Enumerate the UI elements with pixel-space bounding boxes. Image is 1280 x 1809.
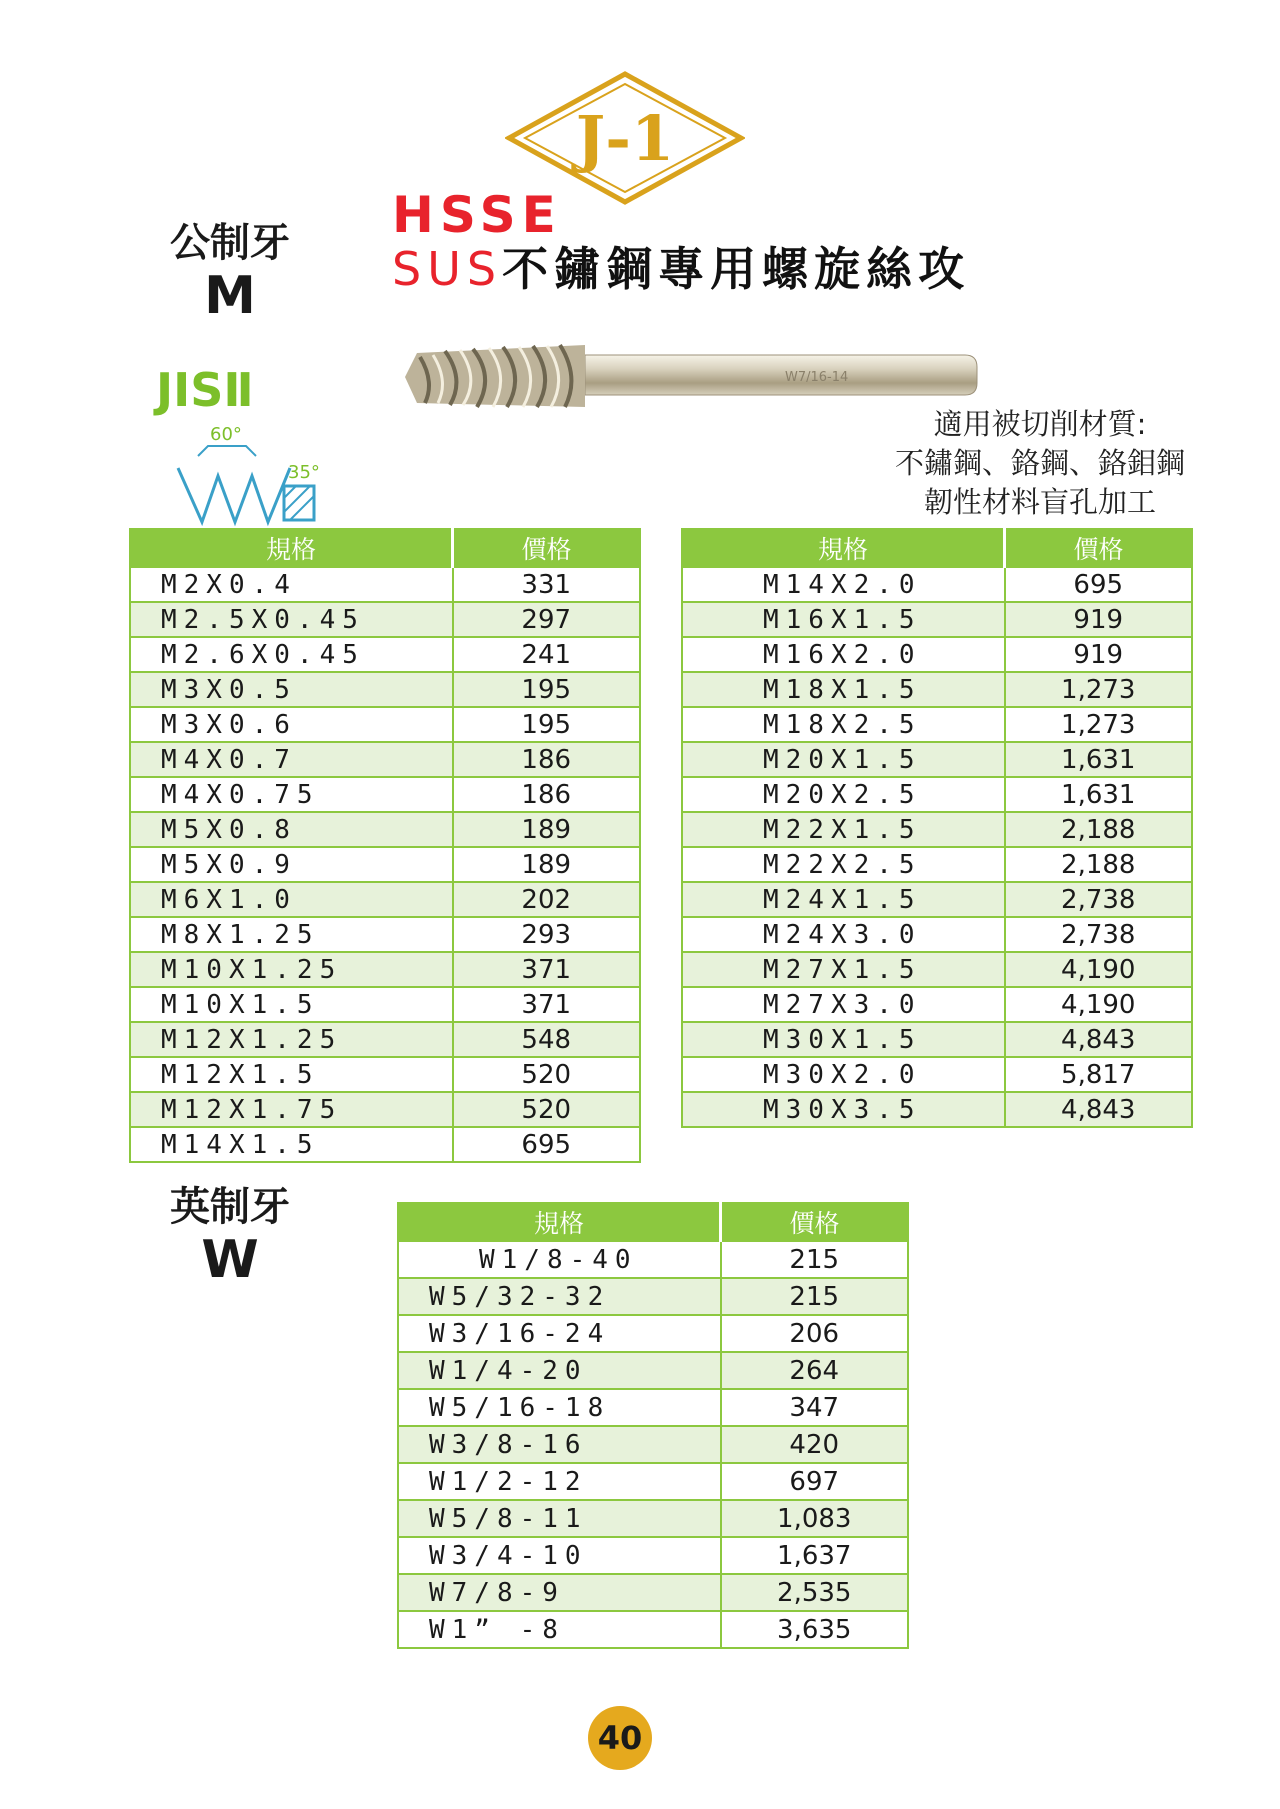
materials-line-1: 適用被切削材質: xyxy=(933,407,1147,441)
table-row xyxy=(130,1127,640,1162)
table-row xyxy=(398,1389,908,1426)
price-cell: 215 xyxy=(721,1241,909,1278)
price-cell: 4,843 xyxy=(1005,1092,1193,1127)
table-row xyxy=(130,812,640,847)
metric-thread-title: 公制牙 xyxy=(170,220,290,266)
spec-cell: M12X1.75 xyxy=(130,1092,453,1127)
spec-cell: M3X0.5 xyxy=(130,672,453,707)
metric-thread-letter: M xyxy=(204,266,256,326)
price-cell: 215 xyxy=(721,1278,909,1315)
spec-cell: W1/4-20 xyxy=(398,1352,721,1389)
applicable-materials xyxy=(860,405,1220,522)
table-row xyxy=(130,672,640,707)
price-cell: 347 xyxy=(721,1389,909,1426)
price-cell: 4,843 xyxy=(1005,1022,1193,1057)
spec-cell: W3/8-16 xyxy=(398,1426,721,1463)
thread-angle-diagram xyxy=(150,422,330,534)
angle-60-label: 60° xyxy=(210,424,242,445)
table-row xyxy=(682,742,1192,777)
price-cell: 1,273 xyxy=(1005,707,1193,742)
table-row xyxy=(682,812,1192,847)
spec-cell: M18X1.5 xyxy=(682,672,1005,707)
spec-cell: M22X1.5 xyxy=(682,812,1005,847)
spec-cell: M5X0.9 xyxy=(130,847,453,882)
price-cell: 241 xyxy=(453,637,641,672)
spec-cell: M2X0.4 xyxy=(130,567,453,602)
table-row xyxy=(130,707,640,742)
price-cell: 919 xyxy=(1005,602,1193,637)
table-row xyxy=(398,1537,908,1574)
table-row xyxy=(682,987,1192,1022)
spec-cell: M2.5X0.45 xyxy=(130,602,453,637)
price-cell: 2,738 xyxy=(1005,917,1193,952)
table-row xyxy=(398,1426,908,1463)
price-cell: 919 xyxy=(1005,637,1193,672)
spec-cell: M14X2.0 xyxy=(682,567,1005,602)
price-cell: 264 xyxy=(721,1352,909,1389)
table-row xyxy=(682,882,1192,917)
tap-engraving: W7/16-14 xyxy=(785,370,849,385)
spec-cell: W5/8-11 xyxy=(398,1500,721,1537)
price-cell: 2,188 xyxy=(1005,812,1193,847)
spec-header: 規格 xyxy=(130,529,453,567)
spec-cell: M30X1.5 xyxy=(682,1022,1005,1057)
spec-cell: M4X0.75 xyxy=(130,777,453,812)
spec-header: 規格 xyxy=(682,529,1005,567)
table-row xyxy=(398,1574,908,1611)
table-row xyxy=(130,917,640,952)
price-cell: 695 xyxy=(1005,567,1193,602)
metric-price-table-right xyxy=(681,528,1193,1128)
price-cell: 2,535 xyxy=(721,1574,909,1611)
table-row xyxy=(682,917,1192,952)
price-cell: 695 xyxy=(453,1127,641,1162)
metric-price-table-left xyxy=(129,528,641,1163)
price-cell: 5,817 xyxy=(1005,1057,1193,1092)
price-cell: 195 xyxy=(453,672,641,707)
spec-cell: M24X3.0 xyxy=(682,917,1005,952)
price-cell: 548 xyxy=(453,1022,641,1057)
table-row xyxy=(398,1315,908,1352)
spec-cell: W3/4-10 xyxy=(398,1537,721,1574)
table-row xyxy=(130,882,640,917)
table-row xyxy=(682,637,1192,672)
spec-header: 規格 xyxy=(398,1203,721,1241)
price-cell: 4,190 xyxy=(1005,952,1193,987)
page-number: 40 xyxy=(588,1706,652,1770)
spec-cell: M30X2.0 xyxy=(682,1057,1005,1092)
table-row xyxy=(130,777,640,812)
price-cell: 520 xyxy=(453,1057,641,1092)
price-cell: 202 xyxy=(453,882,641,917)
price-header: 價格 xyxy=(453,529,641,567)
spec-cell: M12X1.5 xyxy=(130,1057,453,1092)
price-cell: 1,631 xyxy=(1005,742,1193,777)
spec-cell: M27X1.5 xyxy=(682,952,1005,987)
price-cell: 371 xyxy=(453,952,641,987)
table-row xyxy=(398,1463,908,1500)
price-cell: 1,083 xyxy=(721,1500,909,1537)
table-row xyxy=(398,1611,908,1648)
table-row xyxy=(130,847,640,882)
spec-cell: M20X2.5 xyxy=(682,777,1005,812)
price-cell: 186 xyxy=(453,777,641,812)
price-cell: 331 xyxy=(453,567,641,602)
spec-cell: M12X1.25 xyxy=(130,1022,453,1057)
table-row xyxy=(398,1278,908,1315)
price-cell: 1,273 xyxy=(1005,672,1193,707)
spec-cell: M10X1.5 xyxy=(130,987,453,1022)
price-cell: 4,190 xyxy=(1005,987,1193,1022)
table-row xyxy=(398,1241,908,1278)
table-row xyxy=(682,707,1192,742)
price-cell: 189 xyxy=(453,812,641,847)
table-row xyxy=(398,1500,908,1537)
price-cell: 1,637 xyxy=(721,1537,909,1574)
materials-line-3: 韌性材料盲孔加工 xyxy=(923,485,1156,519)
spec-cell: M6X1.0 xyxy=(130,882,453,917)
table-row xyxy=(130,742,640,777)
table-row xyxy=(130,1092,640,1127)
price-cell: 293 xyxy=(453,917,641,952)
price-header: 價格 xyxy=(721,1203,909,1241)
table-row xyxy=(682,602,1192,637)
imperial-thread-title: 英制牙 xyxy=(170,1184,290,1230)
table-row xyxy=(682,847,1192,882)
spec-cell: W1” -8 xyxy=(398,1611,721,1648)
materials-line-2: 不鏽鋼、鉻鋼、鉻鉬鋼 xyxy=(894,446,1185,480)
table-row xyxy=(130,1057,640,1092)
table-row xyxy=(682,777,1192,812)
price-cell: 186 xyxy=(453,742,641,777)
table-row xyxy=(130,987,640,1022)
spec-cell: M10X1.25 xyxy=(130,952,453,987)
price-header: 價格 xyxy=(1005,529,1193,567)
spec-cell: W1/2-12 xyxy=(398,1463,721,1500)
hsse-title: HSSE xyxy=(392,186,562,244)
spec-cell: M14X1.5 xyxy=(130,1127,453,1162)
logo-text: J-1 xyxy=(575,102,675,175)
spec-cell: M3X0.6 xyxy=(130,707,453,742)
price-cell: 1,631 xyxy=(1005,777,1193,812)
spec-cell: M2.6X0.45 xyxy=(130,637,453,672)
table-row xyxy=(130,952,640,987)
imperial-price-table xyxy=(397,1202,909,1649)
table-row xyxy=(682,1057,1192,1092)
spec-cell: M24X1.5 xyxy=(682,882,1005,917)
table-row xyxy=(682,1092,1192,1127)
imperial-thread-letter: W xyxy=(201,1230,259,1290)
spec-cell: W1/8-40 xyxy=(398,1241,721,1278)
table-row xyxy=(130,602,640,637)
spec-cell: M20X1.5 xyxy=(682,742,1005,777)
spec-cell: M16X2.0 xyxy=(682,637,1005,672)
table-row xyxy=(682,567,1192,602)
price-cell: 420 xyxy=(721,1426,909,1463)
sus-label: SUS xyxy=(392,242,503,296)
angle-35-label: 35° xyxy=(288,462,320,483)
spec-cell: M27X3.0 xyxy=(682,987,1005,1022)
product-title xyxy=(392,242,971,296)
price-cell: 520 xyxy=(453,1092,641,1127)
table-row xyxy=(130,1022,640,1057)
table-row xyxy=(682,1022,1192,1057)
spec-cell: M16X1.5 xyxy=(682,602,1005,637)
price-cell: 206 xyxy=(721,1315,909,1352)
spec-cell: W3/16-24 xyxy=(398,1315,721,1352)
price-cell: 3,635 xyxy=(721,1611,909,1648)
table-row xyxy=(682,952,1192,987)
price-cell: 2,738 xyxy=(1005,882,1193,917)
price-cell: 697 xyxy=(721,1463,909,1500)
spec-cell: W7/8-9 xyxy=(398,1574,721,1611)
spec-cell: M4X0.7 xyxy=(130,742,453,777)
spec-cell: W5/32-32 xyxy=(398,1278,721,1315)
spec-cell: M30X3.5 xyxy=(682,1092,1005,1127)
jis-label: JISⅡ xyxy=(156,363,254,417)
spec-cell: M22X2.5 xyxy=(682,847,1005,882)
table-row xyxy=(130,567,640,602)
price-cell: 371 xyxy=(453,987,641,1022)
price-cell: 297 xyxy=(453,602,641,637)
spec-cell: M8X1.25 xyxy=(130,917,453,952)
spec-cell: W5/16-18 xyxy=(398,1389,721,1426)
table-row xyxy=(130,637,640,672)
spec-cell: M5X0.8 xyxy=(130,812,453,847)
table-row xyxy=(682,672,1192,707)
price-cell: 2,188 xyxy=(1005,847,1193,882)
price-cell: 195 xyxy=(453,707,641,742)
product-name: 不鏽鋼專用螺旋絲攻 xyxy=(502,242,971,296)
price-cell: 189 xyxy=(453,847,641,882)
spec-cell: M18X2.5 xyxy=(682,707,1005,742)
table-row xyxy=(398,1352,908,1389)
